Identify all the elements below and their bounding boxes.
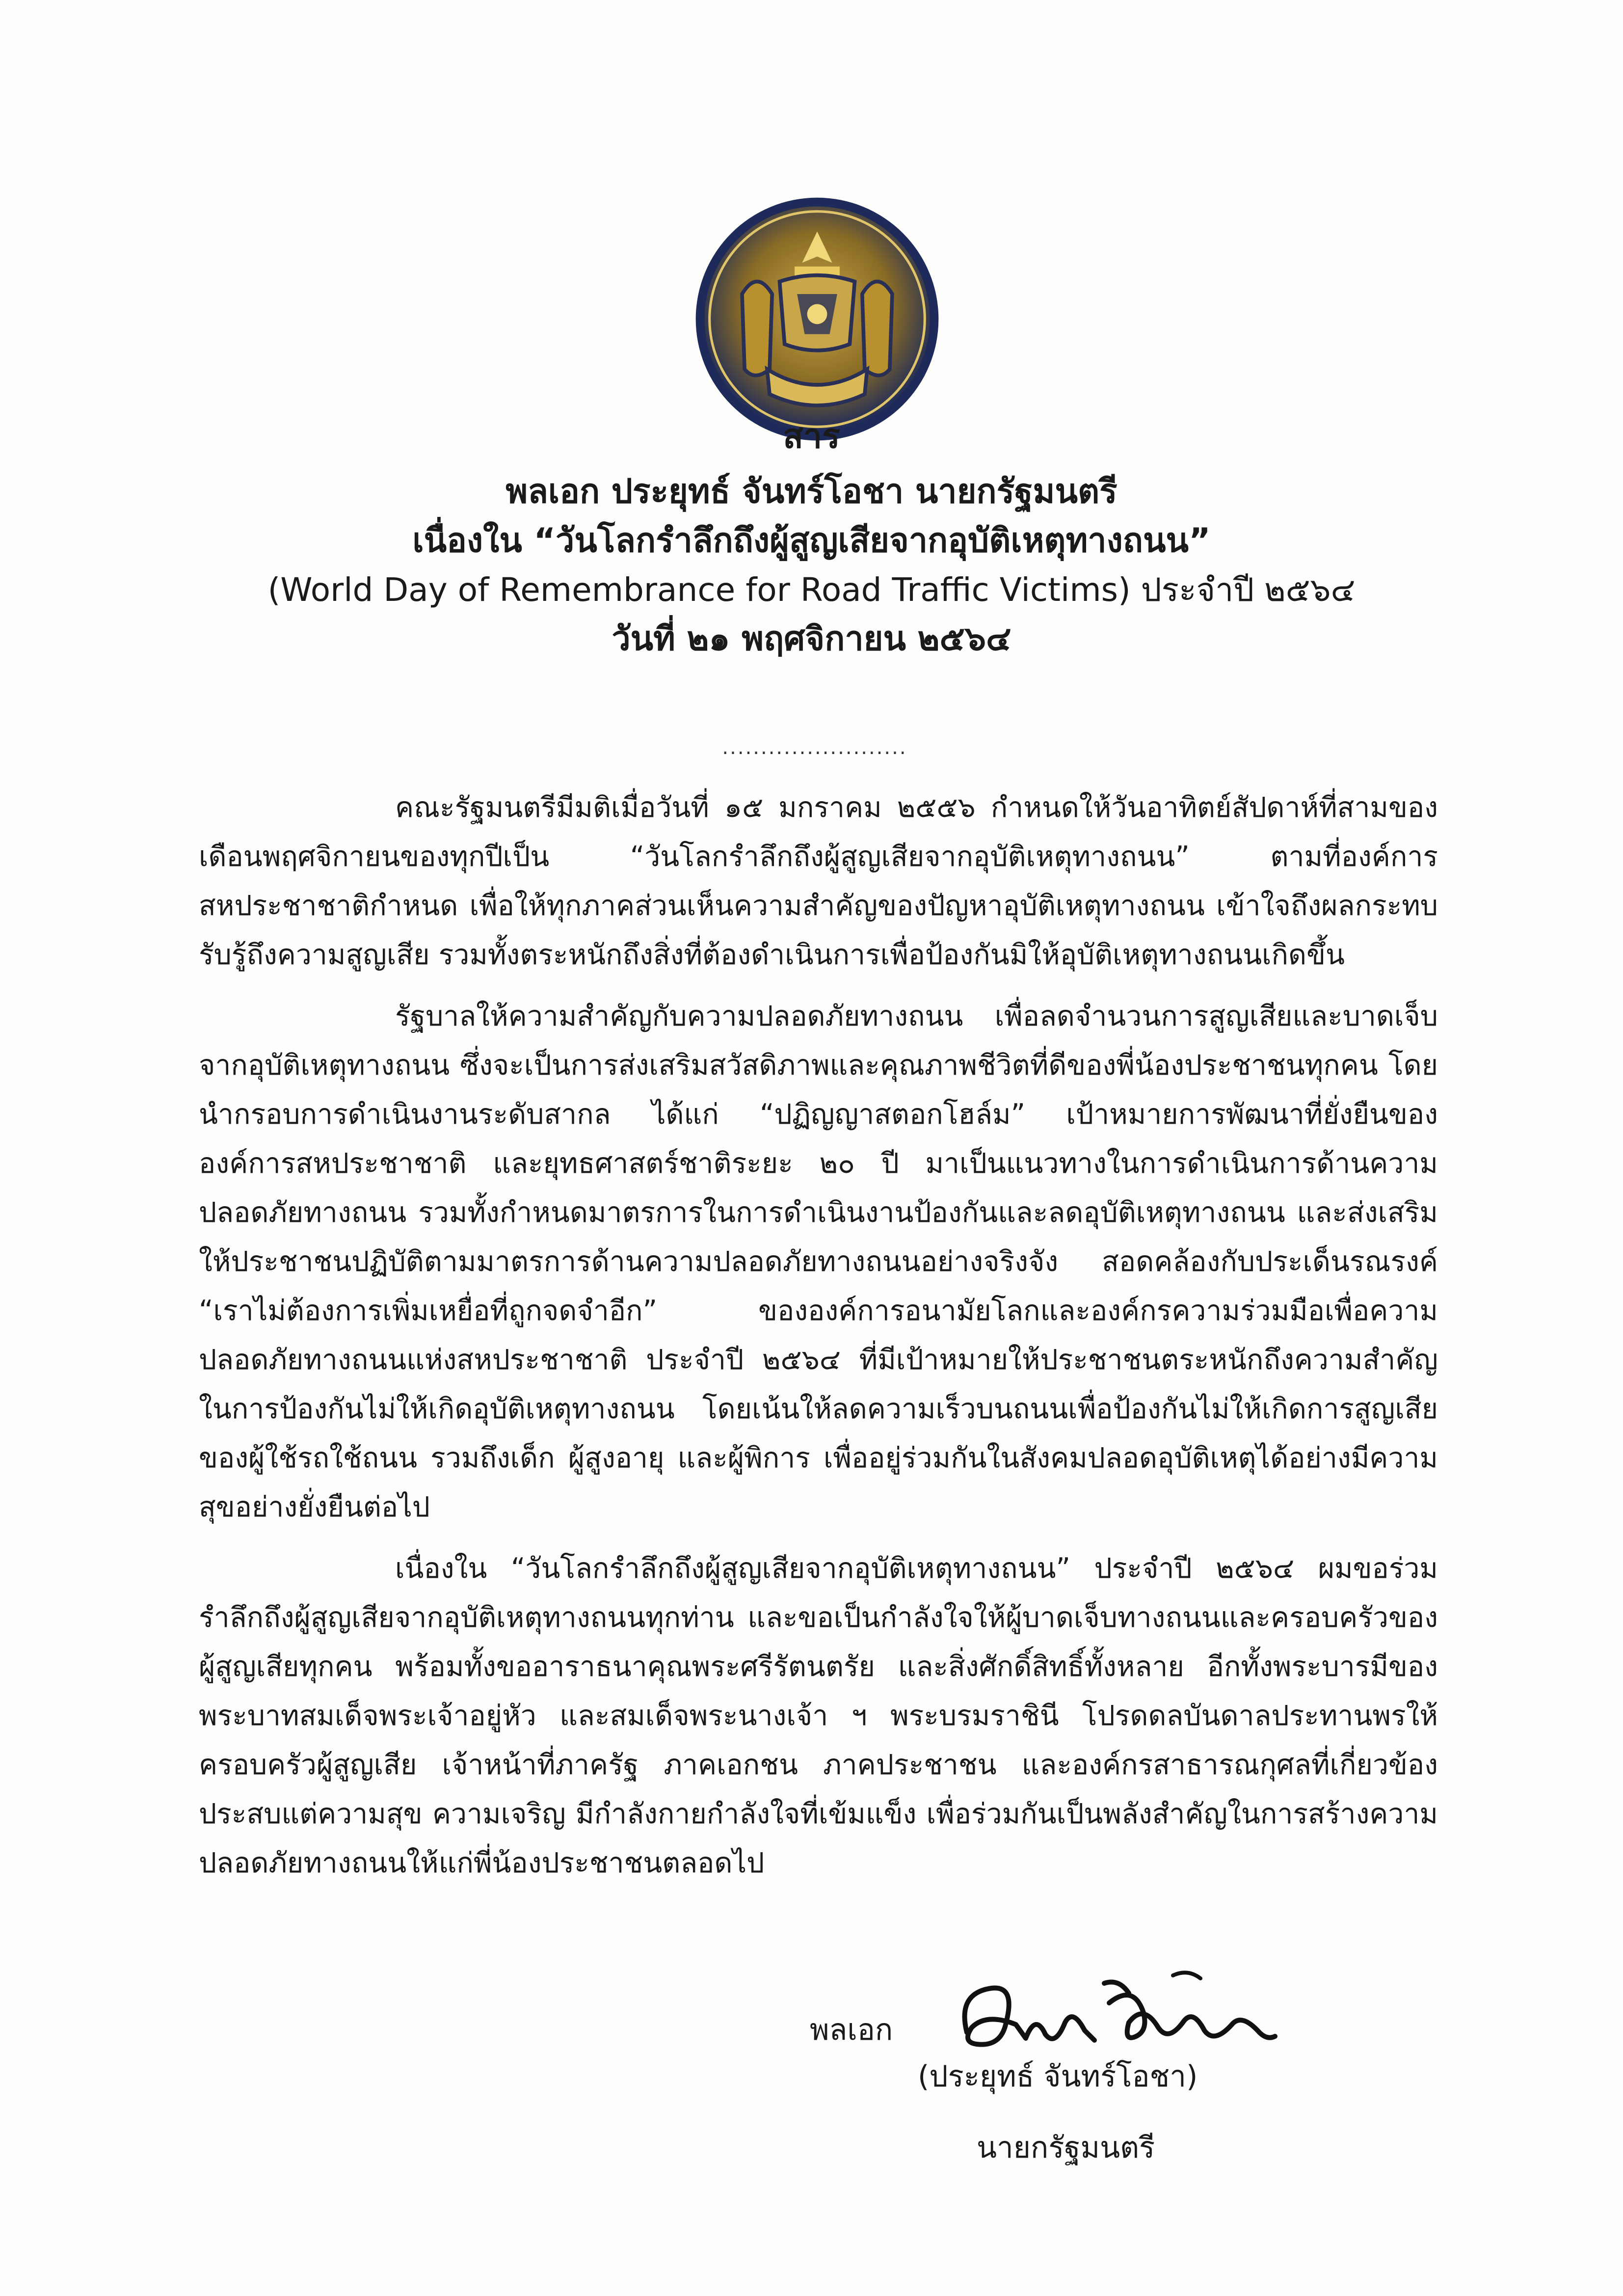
paragraph-2: รัฐบาลให้ความสำคัญกับความปลอดภัยทางถนน เพื่อลดจำนวนการสูญเสียและบาดเจ็บจากอุบัติเหตุทางถนน ซึ่งจะเป็นการส่งเสริมสวัสดิภาพและคุณภาพชีวิตที่ดีของพี่น้องประชาชนทุกคน โดยนำกรอบการดำเนินงานระดับสากล ได้แก่ “ปฏิญญาสตอกโฮล์ม” เป้าหมายการพัฒนาที่ยั่งยืนขององค์การสหประชาชาติ และยุทธศาสตร์ชาติระยะ ๒๐ ปี มาเป็นแนวทางในการดำเนินการด้านความปลอดภัยทางถนน รวมทั้งกำหนดมาตรการในการดำเนินงานป้องกันและลดอุบัติเหตุทางถนน และส่งเสริมให้ประชาชนปฏิบัติตามมาตรการด้านความปลอดภัยทางถนนอย่างจริงจัง สอดคล้องกับประเด็นรณรงค์ “เราไม่ต้องการเพิ่มเหยื่อที่ถูกจดจำอีก” ขององค์การอนามัยโลกและองค์กรความร่วมมือเพื่อความปลอดภัยทางถนนแห่งสหประชาชาติ ประจำปี ๒๕๖๔ ที่มีเป้าหมายให้ประชาชนตระหนักถึงความสำคัญในการป้องกันไม่ให้เกิดอุบัติเหตุทางถนน โดยเน้นให้ลดความเร็วบนถนนเพื่อป้องกันไม่ให้เกิดการสูญเสียของผู้ใช้รถใช้ถนน รวมถึงเด็ก ผู้สูงอายุ และผู้พิการ เพื่ออยู่ร่วมกันในสังคมปลอดอุบัติเหตุได้อย่างมีความสุขอย่างยั่งยืนต่อไป <box>199 1000 1438 1523</box>
occasion-title: เนื่องใน “วันโลกรำลึกถึงผู้สูญเสียจากอุบัติเหตุทางถนน” <box>412 521 1211 560</box>
letter-header <box>98 412 1525 664</box>
sender-name: พลเอก ประยุทธ์ จันทร์โอชา นายกรัฐมนตรี <box>506 472 1117 511</box>
signer-name: (ประยุทธ์ จันทร์โอชา) <box>918 2059 1198 2094</box>
thai-government-seal-icon <box>692 194 942 444</box>
occasion-english: (World Day of Remembrance for Road Traffic Victims) ประจำปี ๒๕๖๔ <box>267 571 1356 609</box>
signer-rank: พลเอก <box>810 2013 893 2047</box>
dotted-separator: ........................ <box>722 736 907 759</box>
paragraph-1: คณะรัฐมนตรีมีมติเมื่อวันที่ ๑๕ มกราคม ๒๕๕๖ กำหนดให้วันอาทิตย์สัปดาห์ที่สามของเดือนพฤศจิกายนของทุกปีเป็น “วันโลกรำลึกถึงผู้สูญเสียจากอุบัติเหตุทางถนน” ตามที่องค์การสหประชาชาติกำหนด เพื่อให้ทุกภาคส่วนเห็นความสำคัญของปัญหาอุบัติเหตุทางถนน เข้าใจถึงผลกระทบ รับรู้ถึงความสูญเสีย รวมทั้งตระหนักถึงสิ่งที่ต้องดำเนินการเพื่อป้องกันมิให้อุบัติเหตุทางถนนเกิดขึ้น <box>199 791 1438 971</box>
signature-block <box>751 1915 1291 2209</box>
signer-position: นายกรัฐมนตรี <box>977 2131 1155 2165</box>
handwritten-signature-icon <box>947 1954 1281 2067</box>
paragraph-3: เนื่องใน “วันโลกรำลึกถึงผู้สูญเสียจากอุบัติเหตุทางถนน” ประจำปี ๒๕๖๔ ผมขอร่วมรำลึกถึงผู้สูญเสียจากอุบัติเหตุทางถนนทุกท่าน และขอเป็นกำลังใจให้ผู้บาดเจ็บทางถนนและครอบครัวของผู้สูญเสียทุกคน พร้อมทั้งขออาราธนาคุณพระศรีรัตนตรัย และสิ่งศักดิ์สิทธิ์ทั้งหลาย อีกทั้งพระบารมีของพระบาทสมเด็จพระเจ้าอยู่หัว และสมเด็จพระนางเจ้า ฯ พระบรมราชินี โปรดดลบันดาลประทานพรให้ครอบครัวผู้สูญเสีย เจ้าหน้าที่ภาครัฐ ภาคเอกชน ภาคประชาชน และองค์กรสาธารณกุศลที่เกี่ยวข้อง ประสบแต่ความสุข ความเจริญ มีกำลังกายกำลังใจที่เข้มแข็ง เพื่อร่วมกันเป็นพลังสำคัญในการสร้างความปลอดภัยทางถนนให้แก่พี่น้องประชาชนตลอดไป <box>199 1552 1438 1879</box>
document-title: สาร <box>783 417 840 456</box>
letter-date: วันที่ ๒๑ พฤศจิกายน ๒๕๖๔ <box>612 620 1011 658</box>
letter-body <box>199 783 1438 1900</box>
